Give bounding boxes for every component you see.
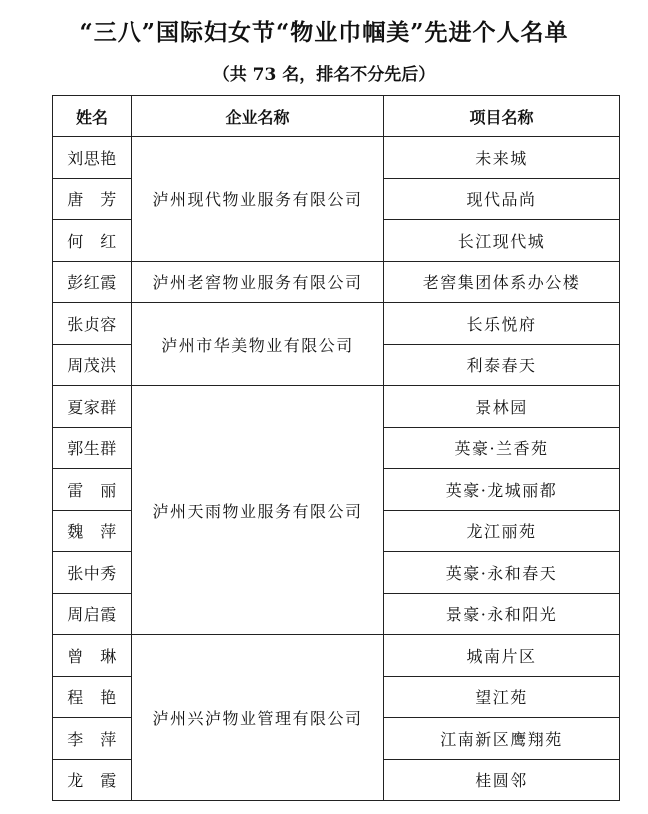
table-row [53,635,620,677]
company-name-cell: 泸州现代物业服务有限公司 [132,137,384,262]
person-name-cell: 曾 琳 [53,635,132,677]
person-name-cell: 郭生群 [53,427,132,469]
person-name-cell: 何 红 [53,220,132,262]
person-name-cell: 雷 丽 [53,469,132,511]
company-name-cell: 泸州市华美物业有限公司 [132,303,384,386]
awardee-table [52,95,620,801]
project-name-cell: 现代品尚 [384,178,620,220]
person-name-cell: 程 艳 [53,676,132,718]
table-row [53,137,620,179]
person-name-cell: 张贞容 [53,303,132,345]
table-row [53,303,620,345]
page-subtitle: （共 73 名，排名不分先后） [212,65,436,85]
company-name-cell: 泸州兴泸物业管理有限公司 [132,635,384,801]
company-name-cell: 泸州老窖物业服务有限公司 [132,261,384,303]
person-name-cell: 李 萍 [53,718,132,760]
project-name-cell: 未来城 [384,137,620,179]
page-title: “三八”国际妇女节“物业巾帼美”先进个人名单 [79,19,569,46]
project-name-cell: 长江现代城 [384,220,620,262]
project-name-cell: 英豪·兰香苑 [384,427,620,469]
project-name-cell: 桂圆邻 [384,759,620,801]
person-name-cell: 夏家群 [53,386,132,428]
project-name-cell: 利泰春天 [384,344,620,386]
table-body [53,137,620,801]
project-name-cell: 望江苑 [384,676,620,718]
project-name-cell: 城南片区 [384,635,620,677]
project-name-cell: 长乐悦府 [384,303,620,345]
person-name-cell: 彭红霞 [53,261,132,303]
company-name-cell: 泸州天雨物业服务有限公司 [132,386,384,635]
header-company: 企业名称 [132,96,384,137]
table-header-row [53,96,620,137]
person-name-cell: 张中秀 [53,552,132,594]
project-name-cell: 江南新区鹰翔苑 [384,718,620,760]
project-name-cell: 英豪·永和春天 [384,552,620,594]
table-row [53,261,620,303]
person-name-cell: 魏 萍 [53,510,132,552]
person-name-cell: 龙 霞 [53,759,132,801]
person-name-cell: 周茂洪 [53,344,132,386]
project-name-cell: 景豪·永和阳光 [384,593,620,635]
person-name-cell: 周启霞 [53,593,132,635]
project-name-cell: 英豪·龙城丽都 [384,469,620,511]
project-name-cell: 老窖集团体系办公楼 [384,261,620,303]
header-project: 项目名称 [384,96,620,137]
header-name: 姓名 [53,96,132,137]
project-name-cell: 龙江丽苑 [384,510,620,552]
project-name-cell: 景林园 [384,386,620,428]
person-name-cell: 刘思艳 [53,137,132,179]
table-row [53,386,620,428]
person-name-cell: 唐 芳 [53,178,132,220]
